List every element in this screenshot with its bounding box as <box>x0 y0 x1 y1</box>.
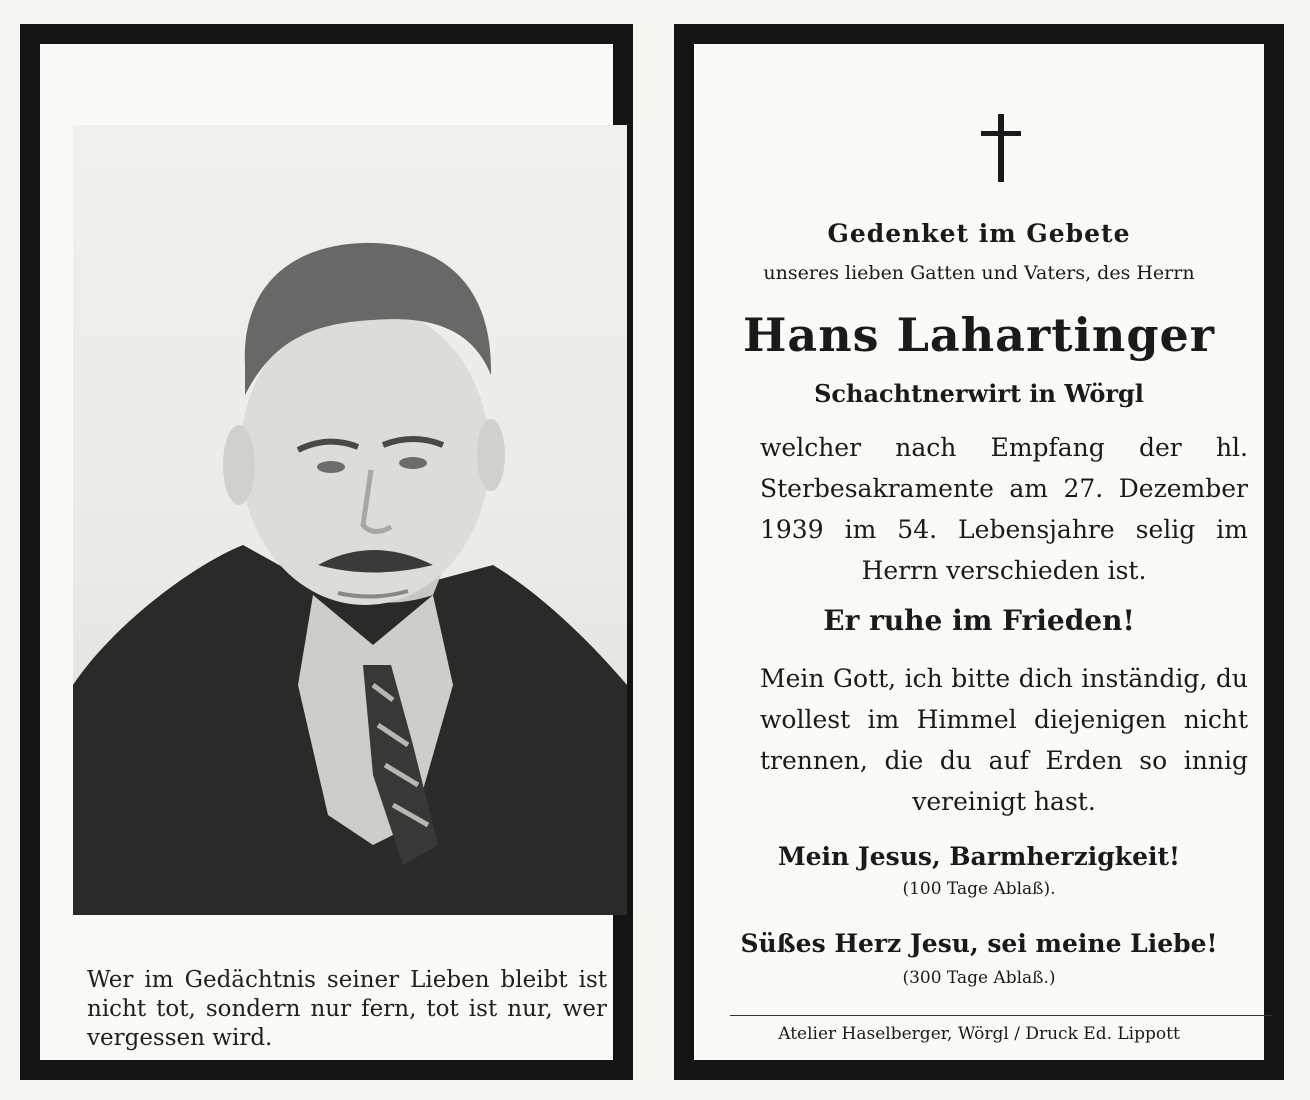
heading: Gedenket im Gebete <box>827 219 1131 248</box>
card-right-inner <box>694 44 1264 1060</box>
memorial-card-left <box>20 24 633 1080</box>
indulgence-1: (100 Tage Ablaß). <box>902 879 1056 899</box>
rest-in-peace: Er ruhe im Frieden! <box>823 604 1135 637</box>
memorial-card-right <box>674 24 1284 1080</box>
card-left-inner <box>40 44 613 1060</box>
portrait-photo <box>73 125 627 915</box>
invocation-2: Süßes Herz Jesu, sei meine Liebe! <box>740 929 1218 958</box>
subheading: unseres lieben Gatten und Vaters, des Herrn <box>763 262 1195 284</box>
death-text: welcher nach Empfang der hl. Sterbesakramente am 27. Dezember 1939 im 54. Lebensjahre selig im Herrn verschieden ist. <box>760 433 1248 585</box>
invocation-1: Mein Jesus, Barmherzigkeit! <box>777 842 1181 871</box>
cross-icon <box>981 114 1021 186</box>
indulgence-2: (300 Tage Ablaß.) <box>902 968 1056 988</box>
occupation: Schachtnerwirt in Wörgl <box>814 379 1144 408</box>
deceased-name: Hans Lahartinger <box>742 308 1216 362</box>
printer-credit: Atelier Haselberger, Wörgl / Druck Ed. Lippott <box>778 1024 1180 1044</box>
memorial-quote: Wer im Gedächtnis seiner Lieben bleibt ist nicht tot, sondern nur fern, tot ist nur, wer vergessen wird. <box>87 967 607 1051</box>
footer-divider <box>730 1015 1272 1016</box>
prayer-text: Mein Gott, ich bitte dich inständig, du wollest im Himmel diejenigen nicht trennen, die du auf Erden so innig vereinigt hast. <box>760 664 1248 816</box>
